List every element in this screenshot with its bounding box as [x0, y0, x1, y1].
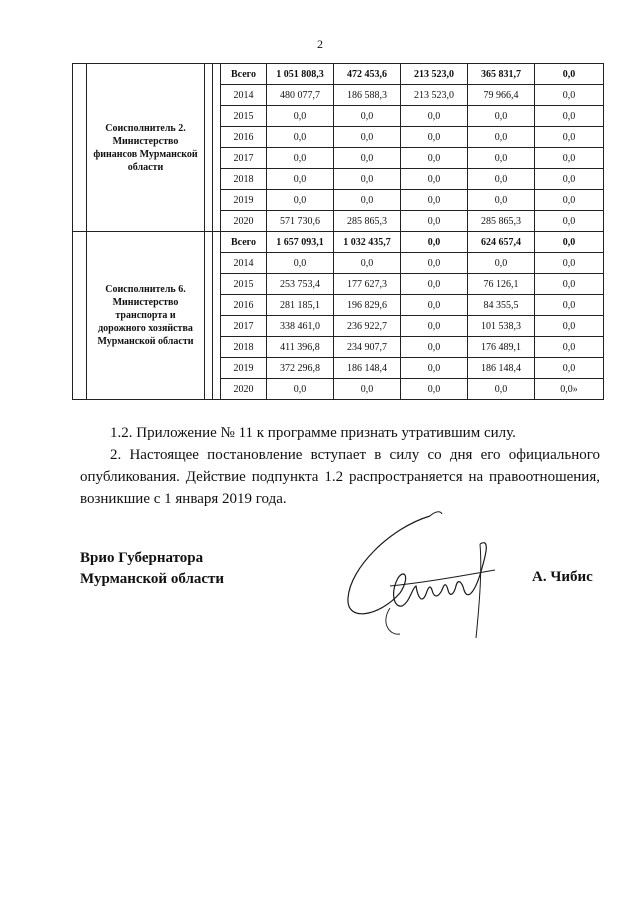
value-cell: 480 077,7: [267, 85, 334, 106]
value-cell: 0,0: [401, 253, 468, 274]
value-cell: 234 907,7: [334, 337, 401, 358]
value-cell: 236 922,7: [334, 316, 401, 337]
value-cell: 176 489,1: [468, 337, 535, 358]
value-cell: 0,0: [401, 232, 468, 253]
year-cell: Всего: [221, 64, 267, 85]
value-cell: 0,0: [267, 127, 334, 148]
value-cell: 0,0: [334, 190, 401, 211]
value-cell: 281 185,1: [267, 295, 334, 316]
value-cell: 0,0: [468, 253, 535, 274]
table-row: [73, 64, 604, 85]
paragraph-1: 1.2. Приложение № 11 к программе признать утратившим силу.: [110, 425, 516, 441]
value-cell: 0,0: [535, 358, 604, 379]
value-cell: 0,0: [468, 127, 535, 148]
value-cell: 253 753,4: [267, 274, 334, 295]
value-cell: 0,0: [535, 232, 604, 253]
value-cell: 186 148,4: [334, 358, 401, 379]
value-cell: 0,0: [401, 106, 468, 127]
year-cell: 2018: [221, 169, 267, 190]
value-cell: 84 355,5: [468, 295, 535, 316]
year-cell: 2015: [221, 274, 267, 295]
value-cell: 571 730,6: [267, 211, 334, 232]
value-cell: 213 523,0: [401, 85, 468, 106]
value-cell: 0,0: [401, 274, 468, 295]
value-cell: 0,0: [401, 295, 468, 316]
value-cell: 0,0: [401, 379, 468, 400]
signatory-title-line1: Врио Губернатора: [80, 550, 204, 566]
value-cell: 0,0: [535, 190, 604, 211]
value-cell: 0,0: [334, 379, 401, 400]
value-cell: 0,0: [334, 169, 401, 190]
value-cell: 0,0: [535, 106, 604, 127]
value-cell: 0,0: [267, 169, 334, 190]
value-cell: 338 461,0: [267, 316, 334, 337]
value-cell: 0,0: [334, 106, 401, 127]
value-cell: 177 627,3: [334, 274, 401, 295]
value-cell: 0,0: [401, 316, 468, 337]
value-cell: 0,0: [468, 379, 535, 400]
value-cell: 0,0: [401, 148, 468, 169]
value-cell: 0,0: [401, 337, 468, 358]
value-cell: 1 051 808,3: [267, 64, 334, 85]
value-cell: 285 865,3: [468, 211, 535, 232]
value-cell: 0,0: [535, 211, 604, 232]
value-cell: 0,0: [535, 148, 604, 169]
value-cell: 0,0: [401, 211, 468, 232]
value-cell: 0,0: [535, 316, 604, 337]
value-cell: 79 966,4: [468, 85, 535, 106]
paragraph-2: 2. Настоящее постановление вступает в силу со дня его официального опубликования. Действие подпункта 1.2 распространяется на правоотношения, возникшие с 1 января 2019 года.: [80, 447, 600, 507]
value-cell: 0,0: [468, 169, 535, 190]
signatory-title: [80, 548, 224, 590]
value-cell: 0,0: [267, 253, 334, 274]
year-cell: 2015: [221, 106, 267, 127]
year-cell: 2014: [221, 253, 267, 274]
value-cell: 0,0: [535, 85, 604, 106]
blank-cell: [73, 232, 87, 400]
executor-cell: Соисполнитель 2. Министерство финансов Мурманской области: [87, 64, 205, 232]
value-cell: 365 831,7: [468, 64, 535, 85]
blank-cell: [73, 64, 87, 232]
budget-table: [72, 63, 604, 400]
value-cell: 411 396,8: [267, 337, 334, 358]
value-cell: 0,0: [267, 148, 334, 169]
value-cell: 76 126,1: [468, 274, 535, 295]
executor-cell: Соисполнитель 6. Министерство транспорта и дорожного хозяйства Мурманской области: [87, 232, 205, 400]
value-cell: 0,0: [267, 106, 334, 127]
table-row: [73, 232, 604, 253]
value-cell: 0,0: [535, 169, 604, 190]
value-cell: 0,0: [468, 190, 535, 211]
signatory-name: А. Чибис: [532, 569, 593, 585]
blank-cell: [213, 232, 221, 400]
year-cell: Всего: [221, 232, 267, 253]
value-cell: 0,0: [334, 148, 401, 169]
page-number: 2: [317, 37, 323, 51]
value-cell: 0,0»: [535, 379, 604, 400]
blank-cell: [205, 232, 213, 400]
year-cell: 2020: [221, 379, 267, 400]
value-cell: 624 657,4: [468, 232, 535, 253]
year-cell: 2017: [221, 148, 267, 169]
value-cell: 0,0: [535, 274, 604, 295]
value-cell: 1 032 435,7: [334, 232, 401, 253]
year-cell: 2018: [221, 337, 267, 358]
value-cell: 0,0: [535, 64, 604, 85]
value-cell: 186 588,3: [334, 85, 401, 106]
year-cell: 2017: [221, 316, 267, 337]
value-cell: 0,0: [401, 190, 468, 211]
value-cell: 0,0: [401, 358, 468, 379]
value-cell: 472 453,6: [334, 64, 401, 85]
value-cell: 101 538,3: [468, 316, 535, 337]
year-cell: 2019: [221, 358, 267, 379]
value-cell: 186 148,4: [468, 358, 535, 379]
value-cell: 0,0: [468, 106, 535, 127]
year-cell: 2014: [221, 85, 267, 106]
value-cell: 213 523,0: [401, 64, 468, 85]
value-cell: 0,0: [535, 127, 604, 148]
value-cell: 0,0: [267, 379, 334, 400]
value-cell: 0,0: [535, 337, 604, 358]
value-cell: 0,0: [334, 253, 401, 274]
year-cell: 2016: [221, 295, 267, 316]
value-cell: 1 657 093,1: [267, 232, 334, 253]
year-cell: 2020: [221, 211, 267, 232]
blank-cell: [205, 64, 213, 232]
value-cell: 196 829,6: [334, 295, 401, 316]
blank-cell: [213, 64, 221, 232]
value-cell: 0,0: [535, 253, 604, 274]
value-cell: 0,0: [267, 190, 334, 211]
signatory-title-line2: Мурманской области: [80, 571, 225, 587]
value-cell: 0,0: [401, 169, 468, 190]
value-cell: 0,0: [334, 127, 401, 148]
value-cell: 285 865,3: [334, 211, 401, 232]
year-cell: 2019: [221, 190, 267, 211]
year-cell: 2016: [221, 127, 267, 148]
value-cell: 0,0: [535, 295, 604, 316]
value-cell: 0,0: [468, 148, 535, 169]
handwritten-signature: [330, 498, 520, 643]
value-cell: 0,0: [401, 127, 468, 148]
value-cell: 372 296,8: [267, 358, 334, 379]
